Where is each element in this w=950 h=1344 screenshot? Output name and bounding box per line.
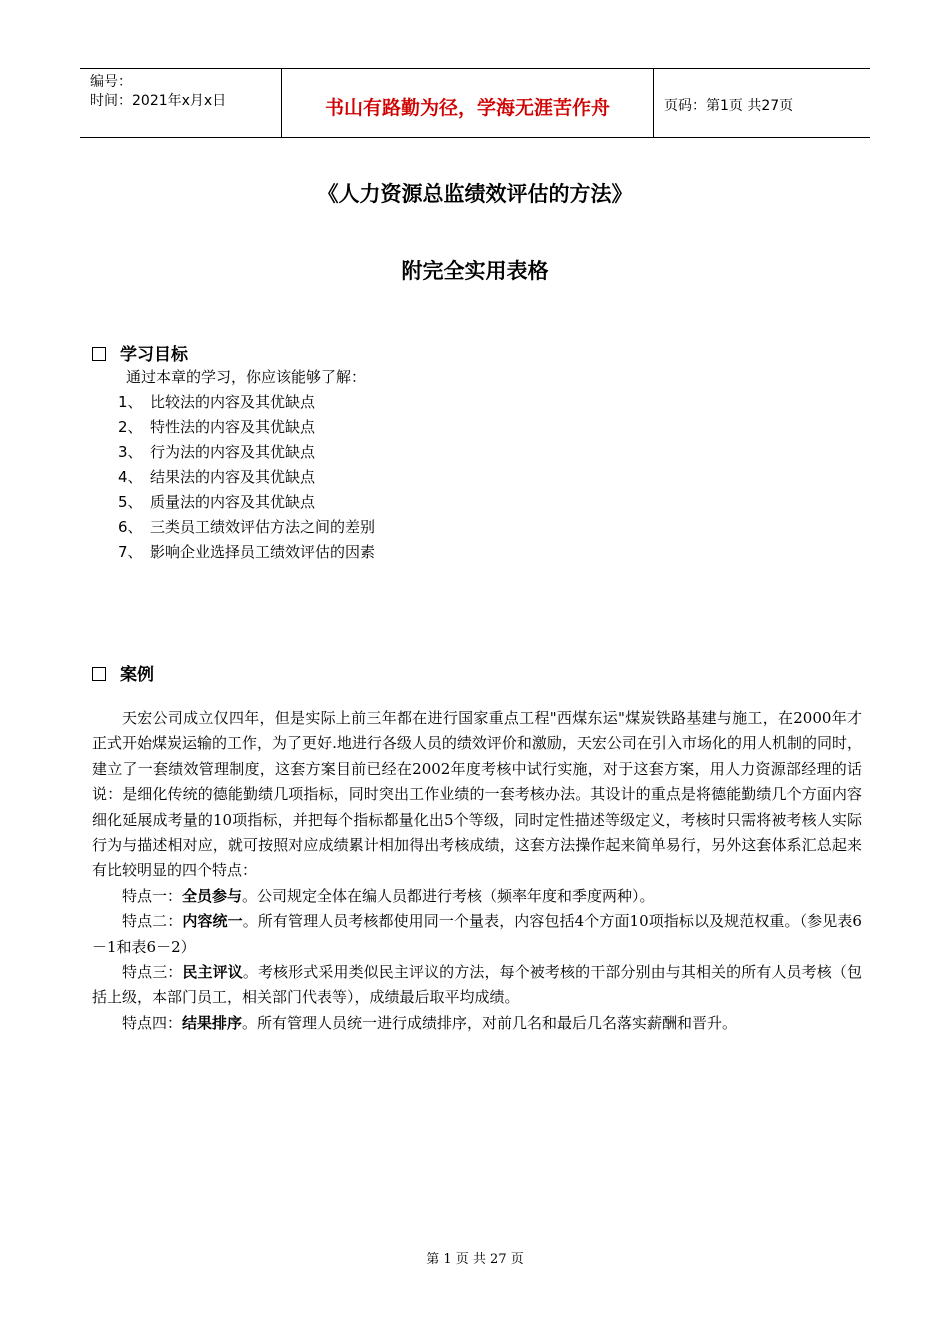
header-table bbox=[80, 68, 870, 138]
list-item bbox=[118, 540, 375, 565]
case-heading bbox=[92, 660, 154, 685]
number-label: 编号： bbox=[90, 74, 132, 90]
list-item bbox=[118, 465, 375, 490]
list-item-text: 特性法的内容及其优缺点 bbox=[150, 418, 316, 436]
motto: 书山有路勤为径，学海无涯苦作舟 bbox=[282, 69, 654, 137]
checkbox-square-icon bbox=[92, 347, 106, 361]
list-item-number: 4、 bbox=[118, 468, 143, 486]
date-line: 时间：2021年x月x日 bbox=[90, 93, 227, 109]
list-item bbox=[118, 415, 375, 440]
feature-text: 。所有管理人员考核都使用同一个量表，内容包括4个方面10项指标以及规范权重。（参见表6－1和表6－2） bbox=[92, 912, 862, 956]
objectives-list bbox=[118, 390, 375, 565]
list-item-number: 3、 bbox=[118, 443, 143, 461]
list-item bbox=[118, 490, 375, 515]
feature-paragraph bbox=[92, 960, 862, 1011]
feature-text: 。公司规定全体在编人员都进行考核（频率年度和季度两种）。 bbox=[242, 886, 655, 905]
checkbox-square-icon bbox=[92, 667, 106, 681]
page-footer: 第 1 页 共 27 页 bbox=[426, 1252, 524, 1267]
feature-key: 民主评议 bbox=[182, 963, 243, 982]
list-item-text: 质量法的内容及其优缺点 bbox=[150, 493, 316, 511]
case-body bbox=[92, 706, 862, 1036]
document-subtitle: 附完全实用表格 bbox=[401, 259, 549, 283]
list-item-text: 结果法的内容及其优缺点 bbox=[150, 468, 316, 486]
feature-paragraph bbox=[92, 884, 862, 909]
objectives-intro: 通过本章的学习，你应该能够了解： bbox=[126, 368, 367, 386]
list-item-text: 比较法的内容及其优缺点 bbox=[150, 393, 316, 411]
feature-prefix: 特点三： bbox=[122, 963, 183, 982]
objectives-heading-label: 学习目标 bbox=[120, 345, 188, 365]
list-item-text: 影响企业选择员工绩效评估的因素 bbox=[150, 543, 376, 561]
feature-key: 结果排序 bbox=[182, 1013, 243, 1032]
list-item-number: 5、 bbox=[118, 493, 143, 511]
list-item-number: 7、 bbox=[118, 543, 143, 561]
list-item bbox=[118, 440, 375, 465]
list-item bbox=[118, 390, 375, 415]
document-title: 《人力资源总监绩效评估的方法》 bbox=[317, 182, 633, 206]
objectives-heading bbox=[92, 340, 188, 365]
list-item-text: 三类员工绩效评估方法之间的差别 bbox=[150, 518, 376, 536]
list-item bbox=[118, 515, 375, 540]
feature-text: 。所有管理人员统一进行成绩排序，对前几名和最后几名落实薪酬和晋升。 bbox=[242, 1013, 738, 1032]
feature-paragraph bbox=[92, 909, 862, 960]
feature-key: 全员参与 bbox=[182, 886, 243, 905]
feature-prefix: 特点四： bbox=[122, 1013, 183, 1032]
list-item-number: 2、 bbox=[118, 418, 143, 436]
feature-paragraph bbox=[92, 1011, 862, 1036]
feature-text: 。考核形式采用类似民主评议的方法，每个被考核的干部分别由与其相关的所有人员考核（包括上级，本部门员工，相关部门代表等），成绩最后取平均成绩。 bbox=[92, 963, 862, 1007]
feature-prefix: 特点一： bbox=[122, 886, 183, 905]
case-heading-label: 案例 bbox=[120, 665, 154, 685]
list-item-number: 6、 bbox=[118, 518, 143, 536]
case-paragraph: 天宏公司成立仅四年，但是实际上前三年都在进行国家重点工程"西煤东运"煤炭铁路基建与施工，在2000年才正式开始煤炭运输的工作，为了更好.地进行各级人员的绩效评价和激励，天宏公司在引入市场化的用人机制的同时，建立了一套绩效管理制度，这套方案目前已经在2002年度考核中试行实施，对于这套方案，用人力资源部经理的话说：是细化传统的德能勤绩几项指标，同时突出工作业绩的一套考核办法。其设计的重点是将德能勤绩几个方面内容细化延展成考量的10项指标，并把每个指标都量化出5个等级，同时定性描述等级定义，考核时只需将被考核人实际行为与描述相对应，就可按照对应成绩累计相加得出考核成绩，这套方法操作起来简单易行，另外这套体系汇总起来有比较明显的四个特点： bbox=[92, 709, 862, 880]
list-item-number: 1、 bbox=[118, 393, 143, 411]
header-left-cell bbox=[80, 69, 282, 137]
feature-key: 内容统一 bbox=[182, 912, 243, 931]
feature-prefix: 特点二： bbox=[122, 912, 183, 931]
page-info: 页码：第1页 共27页 bbox=[664, 98, 794, 114]
list-item-text: 行为法的内容及其优缺点 bbox=[150, 443, 316, 461]
